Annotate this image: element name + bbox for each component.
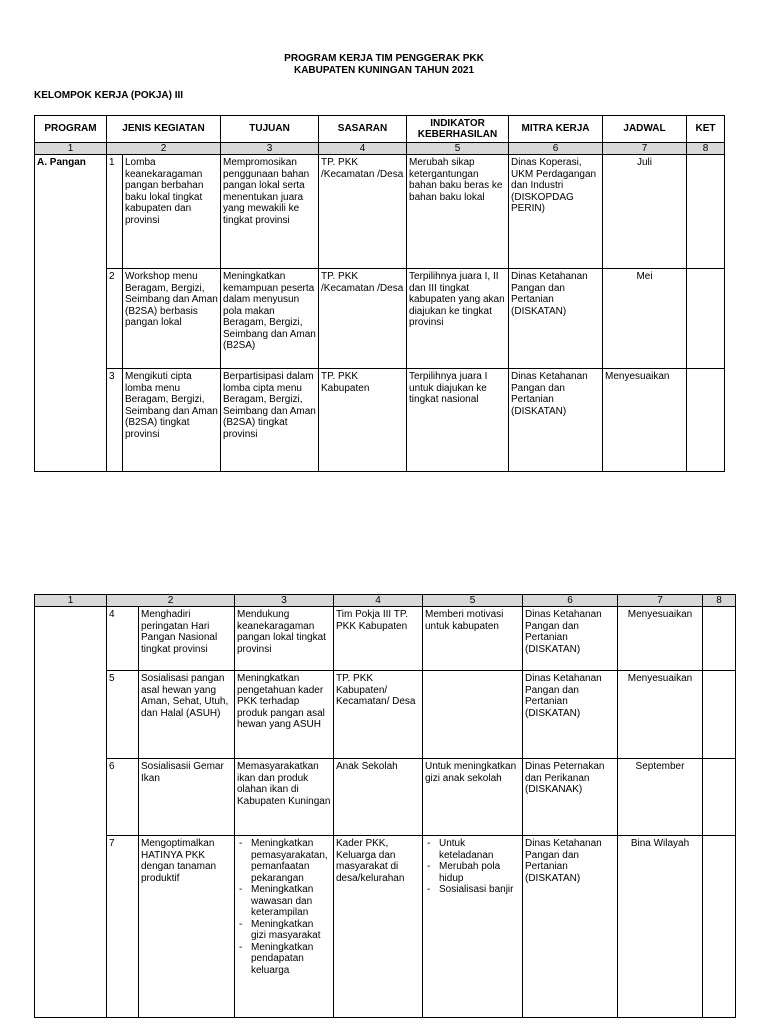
- jadwal-cell: Mei: [603, 269, 687, 369]
- mitra-cell: Dinas Ketahanan Pangan dan Pertanian (DISKATAN): [523, 607, 618, 671]
- col-num-6: 6: [523, 595, 618, 607]
- tujuan-cell: Berpartisipasi dalam lomba cipta menu Beragam, Bergizi, Seimbang dan Aman (B2SA) tingkat provinsi: [221, 369, 319, 472]
- table-row: [35, 269, 725, 369]
- tujuan-cell: [235, 836, 334, 1018]
- ket-cell: [703, 671, 736, 759]
- col-num-3: 3: [221, 143, 319, 155]
- column-number-row: [35, 595, 736, 607]
- mitra-cell: Dinas Ketahanan Pangan dan Pertanian (DISKATAN): [509, 369, 603, 472]
- work-program-table-page2: [34, 594, 736, 1018]
- jadwal-cell: Bina Wilayah: [618, 836, 703, 1018]
- list-item: - Meningkatkan pemasyarakatan, pemanfaatan pekarangan: [237, 838, 331, 884]
- indikator-cell: Untuk meningkatkan gizi anak sekolah: [423, 759, 523, 836]
- document-title-line1: PROGRAM KERJA TIM PENGGERAK PKK: [284, 53, 484, 64]
- tujuan-cell: Mempromosikan penggunaan bahan pangan lokal serta menentukan juara yang mewakili ke tingkat provinsi: [221, 155, 319, 269]
- row-number: 4: [107, 607, 139, 671]
- ket-cell: [687, 369, 725, 472]
- list-item: - Sosialisasi banjir: [425, 884, 520, 896]
- table-row: [35, 836, 736, 1018]
- kegiatan-cell: Sosialisasii Gemar Ikan: [139, 759, 235, 836]
- col-num-2: 2: [107, 143, 221, 155]
- table-row: [35, 671, 736, 759]
- row-number: 7: [107, 836, 139, 1018]
- ket-cell: [703, 607, 736, 671]
- indikator-list: [425, 838, 520, 896]
- program-cell-empty: [35, 607, 107, 1018]
- col-num-7: 7: [618, 595, 703, 607]
- jadwal-cell: September: [618, 759, 703, 836]
- header-sasaran: SASARAN: [319, 116, 407, 143]
- header-ket: KET: [687, 116, 725, 143]
- table-row: [35, 155, 725, 269]
- col-num-8: 8: [703, 595, 736, 607]
- col-num-5: 5: [407, 143, 509, 155]
- mitra-cell: Dinas Ketahanan Pangan dan Pertanian (DISKATAN): [509, 269, 603, 369]
- tujuan-list: [237, 838, 331, 976]
- header-mitra-kerja: MITRA KERJA: [509, 116, 603, 143]
- row-number: 3: [107, 369, 123, 472]
- work-program-table-page1: [34, 115, 725, 472]
- sasaran-cell: Anak Sekolah: [334, 759, 423, 836]
- mitra-cell: Dinas Ketahanan Pangan dan Pertanian (DISKATAN): [523, 836, 618, 1018]
- indikator-cell: Terpilihnya juara I, II dan III tingkat kabupaten yang akan diajukan ke tingkat provinsi: [407, 269, 509, 369]
- header-jadwal: JADWAL: [603, 116, 687, 143]
- sasaran-cell: TP. PKK /Kecamatan /Desa: [319, 155, 407, 269]
- tujuan-cell: Meningkatkan kemampuan peserta dalam menyusun pola makan Beragam, Bergizi, Seimbang dan Aman (B2SA): [221, 269, 319, 369]
- row-number: 1: [107, 155, 123, 269]
- indikator-cell: Terpilihnya juara I untuk diajukan ke tingkat nasional: [407, 369, 509, 472]
- jadwal-cell: Juli: [603, 155, 687, 269]
- sasaran-cell: TP. PKK /Kecamatan /Desa: [319, 269, 407, 369]
- table-header-row: [35, 116, 725, 143]
- ket-cell: [703, 836, 736, 1018]
- sasaran-cell: Kader PKK, Keluarga dan masyarakat di desa/kelurahan: [334, 836, 423, 1018]
- col-num-5: 5: [423, 595, 523, 607]
- indikator-cell: [423, 671, 523, 759]
- tujuan-cell: Memasyarakatkan ikan dan produk olahan ikan di Kabupaten Kuningan: [235, 759, 334, 836]
- mitra-cell: Dinas Peternakan dan Perikanan (DISKANAK): [523, 759, 618, 836]
- tujuan-cell: Mendukung keanekaragaman pangan lokal tingkat provinsi: [235, 607, 334, 671]
- ket-cell: [687, 155, 725, 269]
- indikator-cell: [423, 836, 523, 1018]
- list-item: - Meningkatkan gizi masyarakat: [237, 919, 331, 942]
- header-program: PROGRAM: [35, 116, 107, 143]
- tujuan-cell: Meningkatkan pengetahuan kader PKK terhadap produk pangan asal hewan yang ASUH: [235, 671, 334, 759]
- indikator-cell: Memberi motivasi untuk kabupaten: [423, 607, 523, 671]
- ket-cell: [703, 759, 736, 836]
- mitra-cell: Dinas Ketahanan Pangan dan Pertanian (DISKATAN): [523, 671, 618, 759]
- kegiatan-cell: Sosialisasi pangan asal hewan yang Aman, Sehat, Utuh, dan Halal (ASUH): [139, 671, 235, 759]
- col-num-3: 3: [235, 595, 334, 607]
- header-indikator: INDIKATOR KEBERHASILAN: [407, 116, 509, 143]
- col-num-7: 7: [603, 143, 687, 155]
- sasaran-cell: Tim Pokja III TP. PKK Kabupaten: [334, 607, 423, 671]
- list-item: - Untuk keteladanan: [425, 838, 520, 861]
- sasaran-cell: TP. PKK Kabupaten: [319, 369, 407, 472]
- jadwal-cell: Menyesuaikan: [603, 369, 687, 472]
- row-number: 2: [107, 269, 123, 369]
- col-num-1: 1: [35, 595, 107, 607]
- col-num-8: 8: [687, 143, 725, 155]
- pokja-heading: KELOMPOK KERJA (POKJA) III: [34, 90, 184, 101]
- list-item: - Meningkatkan wawasan dan keterampilan: [237, 884, 331, 919]
- kegiatan-cell: Lomba keanekaragaman pangan berbahan baku lokal tingkat kabupaten dan provinsi: [123, 155, 221, 269]
- kegiatan-cell: Mengikuti cipta lomba menu Beragam, Bergizi, Seimbang dan Aman (B2SA) tingkat provinsi: [123, 369, 221, 472]
- column-number-row: [35, 143, 725, 155]
- mitra-cell: Dinas Koperasi, UKM Perdagangan dan Industri (DISKOPDAG PERIN): [509, 155, 603, 269]
- header-jenis-kegiatan: JENIS KEGIATAN: [107, 116, 221, 143]
- indikator-cell: Merubah sikap ketergantungan bahan baku beras ke bahan baku lokal: [407, 155, 509, 269]
- table-row: [35, 369, 725, 472]
- document-title-line2: KABUPATEN KUNINGAN TAHUN 2021: [293, 65, 474, 76]
- table-row: [35, 759, 736, 836]
- col-num-1: 1: [35, 143, 107, 155]
- program-cell: A. Pangan: [35, 155, 107, 472]
- col-num-4: 4: [319, 143, 407, 155]
- sasaran-cell: TP. PKK Kabupaten/ Kecamatan/ Desa: [334, 671, 423, 759]
- jadwal-cell: Menyesuaikan: [618, 607, 703, 671]
- jadwal-cell: Menyesuaikan: [618, 671, 703, 759]
- kegiatan-cell: Menghadiri peringatan Hari Pangan Nasional tingkat provinsi: [139, 607, 235, 671]
- list-item: - Meningkatkan pendapatan keluarga: [237, 942, 331, 977]
- col-num-4: 4: [334, 595, 423, 607]
- list-item: - Merubah pola hidup: [425, 861, 520, 884]
- header-tujuan: TUJUAN: [221, 116, 319, 143]
- col-num-6: 6: [509, 143, 603, 155]
- row-number: 5: [107, 671, 139, 759]
- kegiatan-cell: Mengoptimalkan HATINYA PKK dengan tanaman produktif: [139, 836, 235, 1018]
- col-num-2: 2: [107, 595, 235, 607]
- ket-cell: [687, 269, 725, 369]
- table-row: [35, 607, 736, 671]
- row-number: 6: [107, 759, 139, 836]
- kegiatan-cell: Workshop menu Beragam, Bergizi, Seimbang dan Aman (B2SA) berbasis pangan lokal: [123, 269, 221, 369]
